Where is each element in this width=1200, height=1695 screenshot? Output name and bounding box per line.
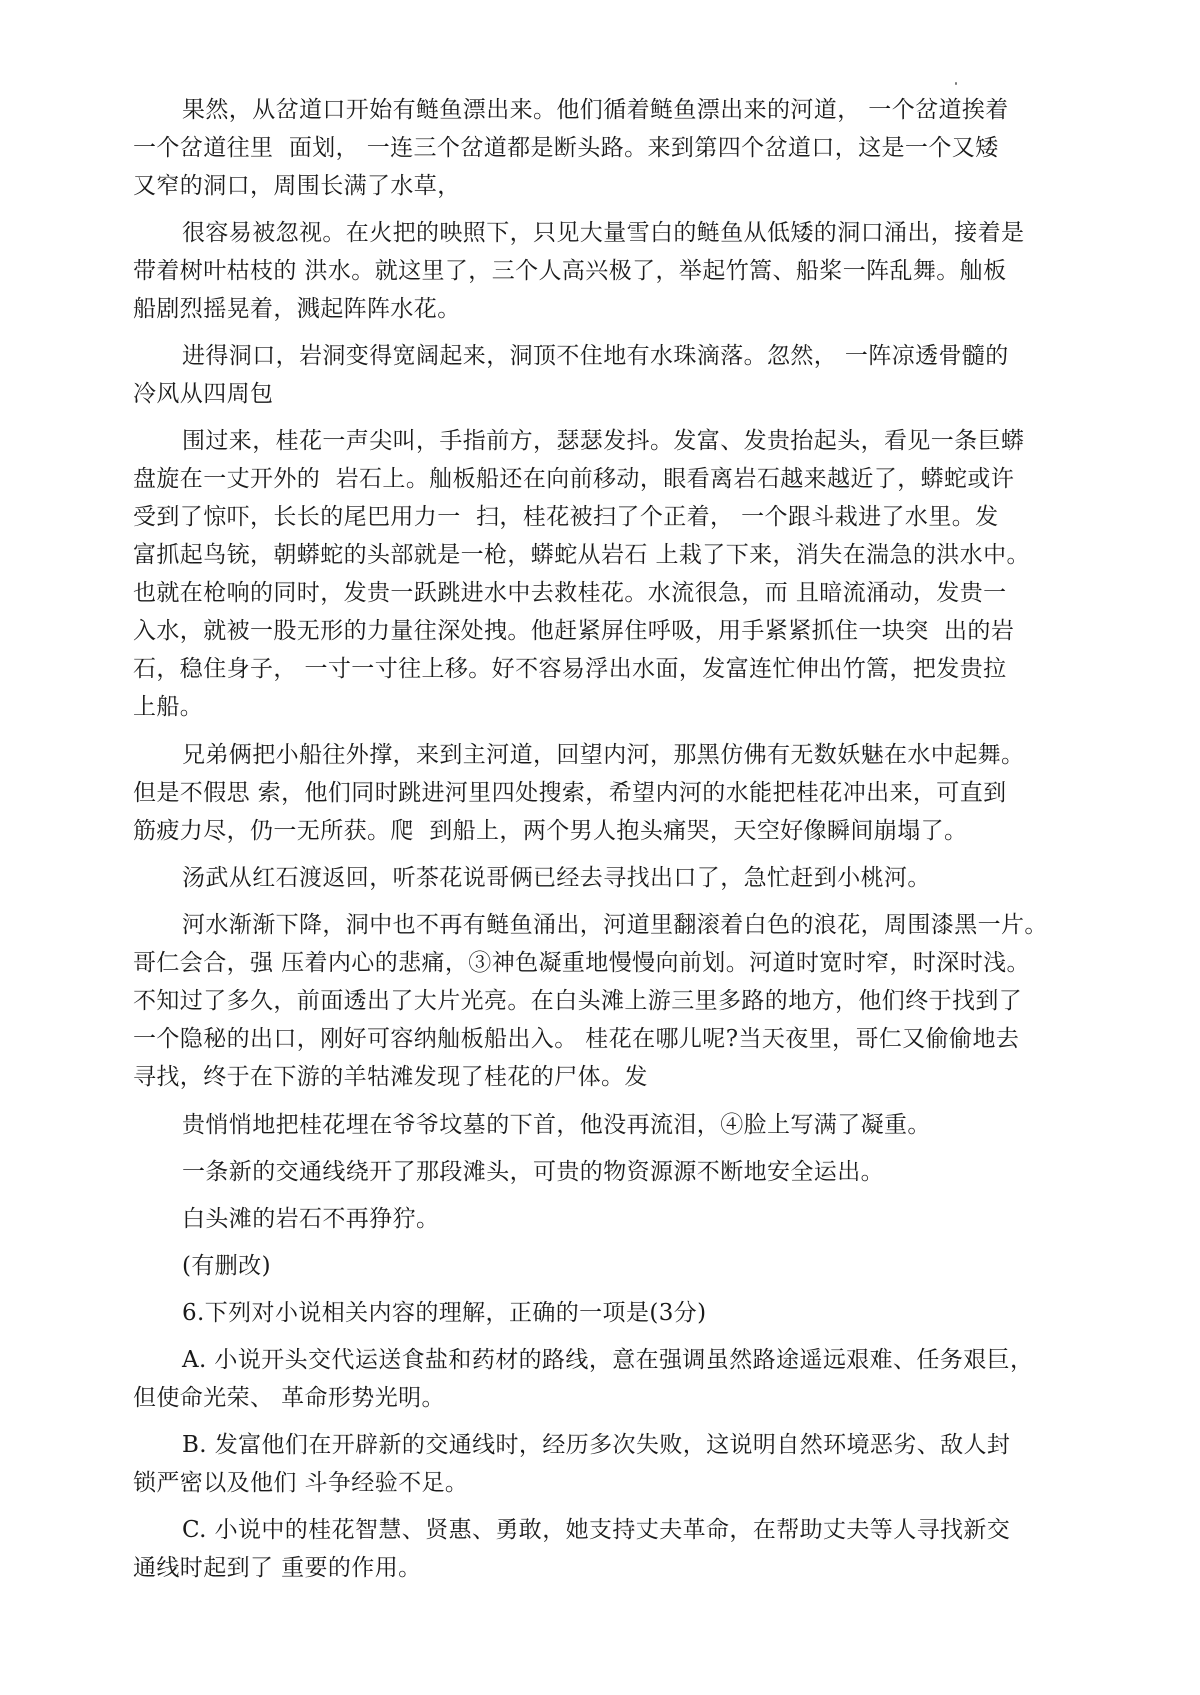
text-line: 船剧烈摇晃着，溅起阵阵水花。 (133, 296, 461, 322)
text-line: 石，稳住身子， 一寸一寸往上移。好不容易浮出水面，发富连忙伸出竹篙，把发贵拉 (133, 656, 1007, 682)
text-line: 贵悄悄地把桂花埋在爷爷坟墓的下首，他没再流泪，④脸上写满了凝重。 (182, 1112, 931, 1138)
text-line: 带着树叶枯枝的 洪水。就这里了，三个人高兴极了，举起竹篙、船桨一阵乱舞。舢板 (133, 258, 1007, 284)
text-line: 果然，从岔道口开始有鲢鱼漂出来。他们循着鲢鱼漂出来的河道， 一个岔道挨着 (182, 97, 1009, 123)
question-stem: 6.下列对小说相关内容的理解，正确的一项是(3分) (182, 1300, 707, 1326)
option-b-text: 锁严密以及他们 斗争经验不足。 (133, 1470, 469, 1496)
text-line: 不知过了多久，前面透出了大片光亮。在白头滩上游三里多路的地方，他们终于找到了 (133, 988, 1023, 1014)
option-c-text: 通线时起到了 重要的作用。 (133, 1555, 422, 1581)
text-line: 汤武从红石渡返回，听茶花说哥俩已经去寻找出口了，急忙赶到小桃河。 (182, 865, 931, 891)
option-c-text: C. 小说中的桂花智慧、贤惠、勇敢，她支持丈夫革命，在帮助丈夫等人寻找新交 (182, 1517, 1011, 1543)
option-b-text: B. 发富他们在开辟新的交通线时，经历多次失败，这说明自然环境恶劣、敌人封 (182, 1432, 1011, 1458)
source-note: (有删改) (182, 1253, 271, 1279)
text-line: 筋疲力尽，仍一无所获。爬 到船上，两个男人抱头痛哭，天空好像瞬间崩塌了。 (133, 818, 968, 844)
scan-speck (955, 82, 957, 85)
text-line: 哥仁会合，强 压着内心的悲痛，③神色凝重地慢慢向前划。河道时宽时窄，时深时浅。 (133, 950, 1030, 976)
text-line: 一条新的交通线绕开了那段滩头，可贵的物资源源不断地安全运出。 (182, 1159, 884, 1185)
text-line: 一个岔道往里 面划， 一连三个岔道都是断头路。来到第四个岔道口，这是一个又矮 (133, 135, 999, 161)
text-line: 上船。 (133, 694, 204, 720)
text-line: 白头滩的岩石不再狰狞。 (182, 1206, 440, 1232)
text-line: 又窄的洞口，周围长满了水草， (133, 173, 461, 199)
text-line: 一个隐秘的出口，刚好可容纳舢板船出入。 桂花在哪儿呢?当天夜里，哥仁又偷偷地去 (133, 1026, 1020, 1052)
text-line: 入水，就被一股无形的力量往深处拽。他赶紧屏住呼吸，用手紧紧抓住一块突 出的岩 (133, 618, 1015, 644)
text-line: 富抓起鸟铳，朝蟒蛇的头部就是一枪，蟒蛇从岩石 上栽了下来，消失在湍急的洪水中。 (133, 542, 1030, 568)
text-line: 冷风从四周包 (133, 381, 274, 407)
text-line: 但是不假思 索，他们同时跳进河里四处搜索，希望内河的水能把桂花冲出来，可直到 (133, 780, 1007, 806)
text-line: 围过来，桂花一声尖叫，手指前方，瑟瑟发抖。发富、发贵抬起头，看见一条巨蟒 (182, 428, 1025, 454)
text-line: 盘旋在一丈开外的 岩石上。舢板船还在向前移动，眼看离岩石越来越近了，蟒蛇或许 (133, 466, 1015, 492)
text-line: 兄弟俩把小船往外撑，来到主河道，回望内河，那黑仿佛有无数妖魅在水中起舞。 (182, 742, 1025, 768)
text-line: 河水渐渐下降，洞中也不再有鲢鱼涌出，河道里翻滚着白色的浪花，周围漆黑一片。 (182, 912, 1048, 938)
text-line: 也就在枪响的同时，发贵一跃跳进水中去救桂花。水流很急，而 且暗流涌动，发贵一 (133, 580, 1007, 606)
text-line: 寻找，终于在下游的羊牯滩发现了桂花的尸体。发 (133, 1064, 648, 1090)
text-line: 进得洞口，岩洞变得宽阔起来，洞顶不住地有水珠滴落。忽然， 一阵凉透骨髓的 (182, 343, 1009, 369)
text-line: 很容易被忽视。在火把的映照下，只见大量雪白的鲢鱼从低矮的洞口涌出，接着是 (182, 220, 1025, 246)
option-a-text: 但使命光荣、 革命形势光明。 (133, 1385, 445, 1411)
text-line: 受到了惊吓，长长的尾巴用力一 扫，桂花被扫了个正着， 一个跟斗栽进了水里。发 (133, 504, 999, 530)
option-a-text: A. 小说开头交代运送食盐和药材的路线，意在强调虽然路途遥远艰难、任务艰巨， (182, 1347, 1034, 1373)
